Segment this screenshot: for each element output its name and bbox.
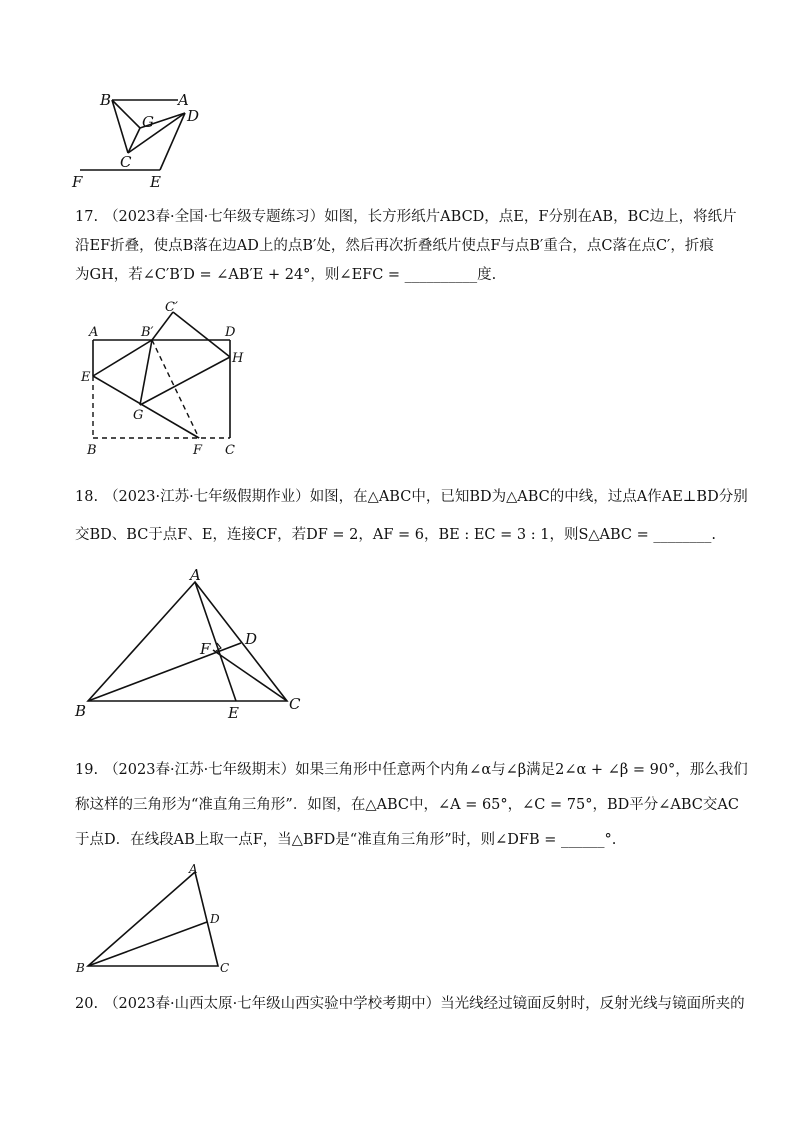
figure-q16 [60,85,220,195]
label-C: C [220,961,230,975]
question-text-line: 于点D．在线段AB上取一点F，当△BFD是“准直角三角形”时，则∠DFB = ______°. [75,832,617,848]
question-number: 17. [75,209,99,225]
label-D: D [187,107,200,125]
question-number: 20. [75,996,99,1012]
label-A: A [190,568,201,584]
label-C: C [289,695,301,713]
question-source: （2023春·山西太原·七年级山西实验中学校考期中） [104,996,441,1012]
label-B: B [100,91,112,109]
label-C: C [225,443,235,458]
label-G: G [142,113,154,131]
question-number: 18. [75,489,99,505]
label-A: A [89,325,99,340]
question-text-line: 称这样的三角形为“准直角三角形”．如图，在△ABC中，∠A = 65°，∠C = 75°，BD平分∠ABC交AC [75,797,739,813]
label-D: D [245,630,258,648]
label-F: F [200,640,211,658]
question-text-line: 沿EF折叠，使点B落在边AD上的点B′处，然后再次折叠纸片使点F与点B′重合，点C落在点C′，折痕 [75,238,714,254]
label-B-prime: B′ [141,325,154,340]
question-source: （2023春·全国·七年级专题练习） [104,209,325,225]
label-A: A [189,862,198,876]
question-17 [75,203,735,290]
question-18 [75,478,748,554]
label-B: B [76,961,85,975]
question-text-line: 为GH，若∠C′B′D = ∠AB′E + 24°，则∠EFC = __________度. [75,267,497,283]
label-A: A [178,91,189,109]
question-text-line: 交BD、BC于点F、E，连接CF，若DF = 2，AF = 6，BE : EC = 3 : 1，则S△ABC = ________. [75,527,717,543]
label-H: H [232,351,244,366]
figure-q19 [70,860,245,980]
label-F: F [72,173,83,191]
question-19 [75,753,748,858]
question-text-line: 当光线经过镜面反射时，反射光线与镜面所夹的 [440,996,745,1012]
question-text-line: 如果三角形中任意两个内角∠α与∠β满足2∠α + ∠β = 90°，那么我们 [295,762,748,778]
question-text-line: 如图，在△ABC中，已知BD为△ABC的中线，过点A作AE⊥BD分别 [309,489,748,505]
question-text-line: 如图，长方形纸片ABCD，点E，F分别在AB，BC边上，将纸片 [324,209,737,225]
label-F: F [193,443,203,458]
label-B: B [75,702,87,720]
label-C: C [120,153,132,171]
label-E: E [150,173,161,191]
question-20 [75,990,745,1019]
label-E: E [228,704,239,722]
question-number: 19. [75,762,99,778]
label-G: G [133,408,144,423]
label-E: E [81,370,91,385]
figure-q18 [65,568,315,723]
label-C-prime: C′ [165,300,178,315]
label-D: D [225,325,236,340]
label-B: B [87,443,97,458]
label-D: D [210,912,220,926]
figure-q17 [75,300,260,460]
question-source: （2023春·江苏·七年级期末） [104,762,296,778]
question-source: （2023·江苏·七年级假期作业） [104,489,310,505]
